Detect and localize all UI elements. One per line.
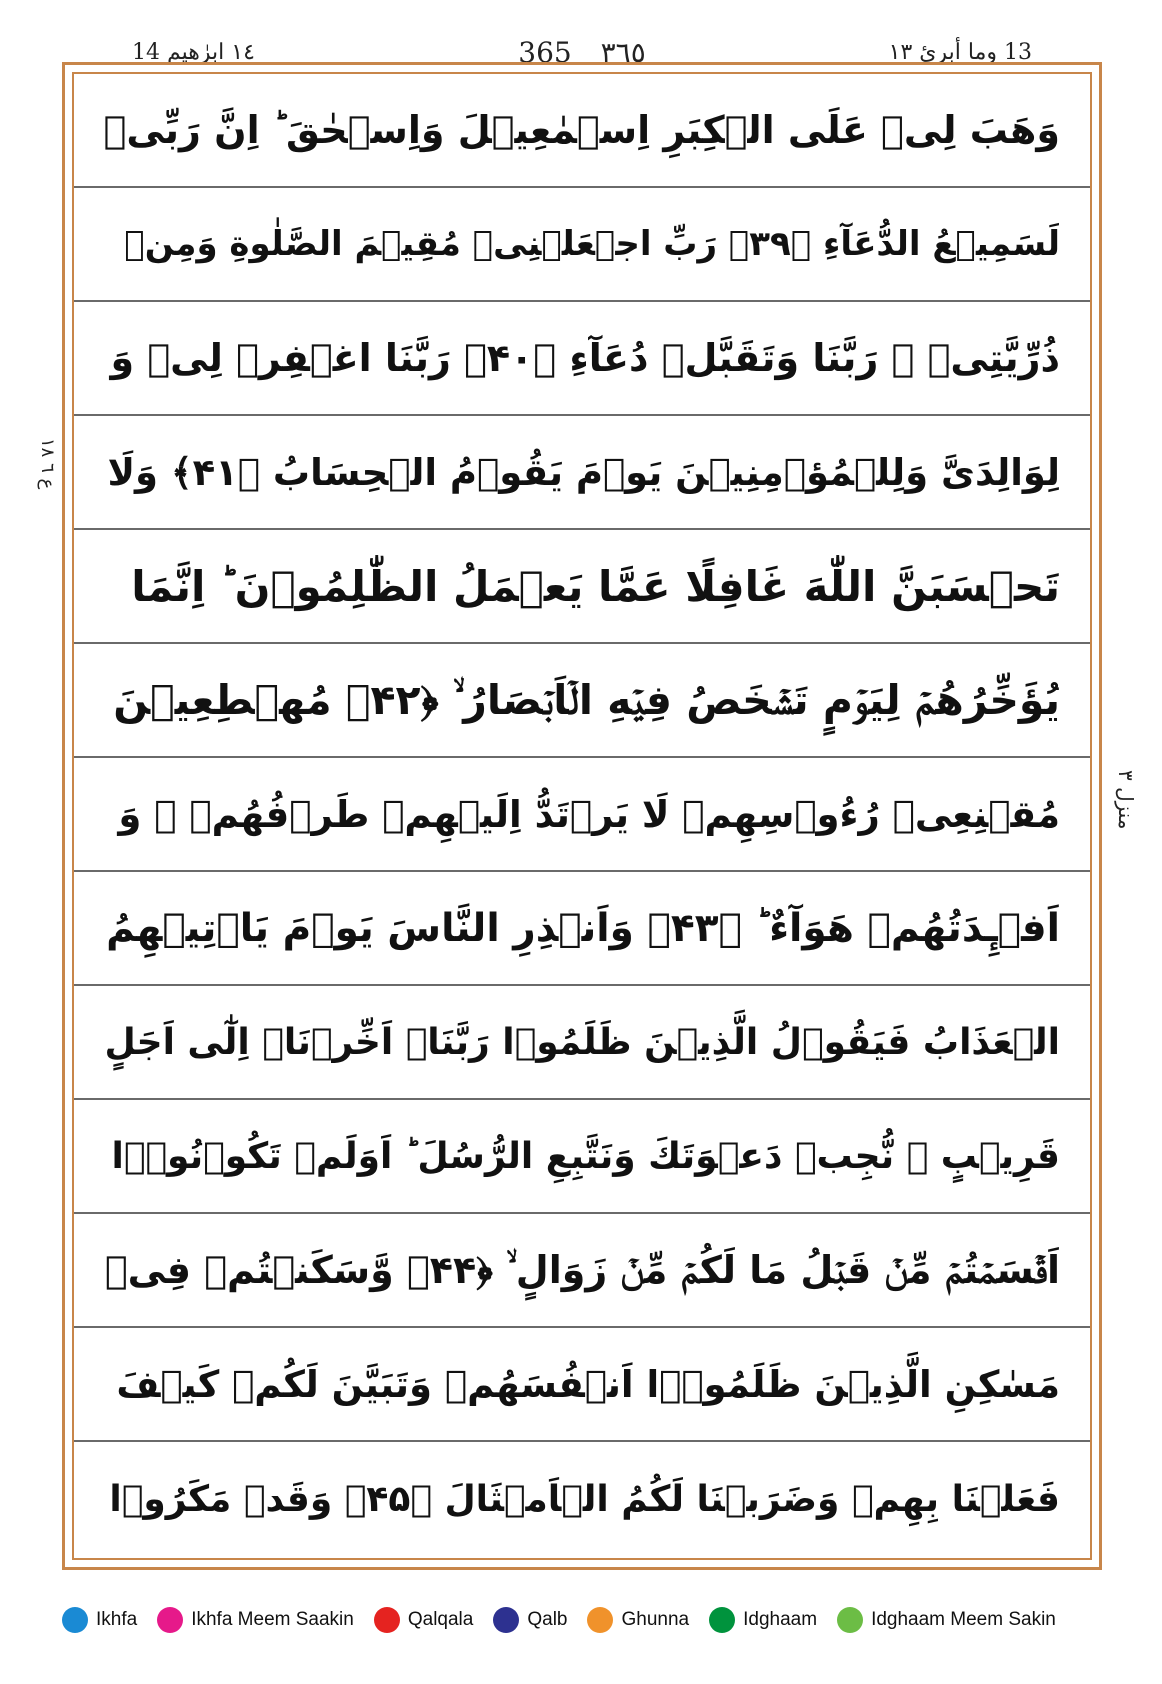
legend-color-dot xyxy=(62,1607,88,1633)
page-number-arabic: ٣٦٥ xyxy=(600,36,646,69)
legend-color-dot xyxy=(493,1607,519,1633)
header-juz-name: 13 وما أبرئ ١٣ xyxy=(888,40,1032,65)
legend-color-dot xyxy=(709,1607,735,1633)
ayah-text: لَسَمِيۡعُ الدُّعَآءِ ﴿۳۹﴾ رَبِّ اجۡعَلۡنِىۡ مُقِيۡمَ الصَّلٰوةِ وَمِنۡ xyxy=(124,224,1060,264)
text-line xyxy=(74,416,1090,530)
legend-item xyxy=(837,1607,1056,1633)
legend-label: Ikhfa xyxy=(96,1609,138,1630)
legend-item xyxy=(709,1607,817,1633)
ayah-text: وَهَبَ لِىۡ عَلَى الۡكِبَرِ اِسۡمٰعِيۡلَ وَاِسۡحٰقَ ؕ اِنَّ رَبِّىۡ xyxy=(103,108,1060,152)
legend-label: Ikhfa Meem Saakin xyxy=(191,1609,354,1630)
legend-color-dot xyxy=(587,1607,613,1633)
text-line xyxy=(74,1214,1090,1328)
legend-label: Idghaam Meem Sakin xyxy=(871,1609,1056,1630)
ayah-text: تَحۡسَبَنَّ اللّٰهَ غَافِلًا عَمَّا يَعۡمَلُ الظّٰلِمُوۡنَ ؕ اِنَّمَا xyxy=(131,561,1060,611)
manzil-marker: منزل ٣ xyxy=(1114,770,1138,830)
legend-item xyxy=(587,1607,689,1633)
text-line xyxy=(74,644,1090,758)
text-line xyxy=(74,1328,1090,1442)
ayah-text: اَقۡسَمۡتُمۡ مِّنۡ قَبۡلُ مَا لَكُمۡ مِّنۡ زَوَالٍ ۙ ﴿۴۴﴾ وَّسَكَنۡتُمۡ فِىۡ xyxy=(104,1247,1060,1292)
legend-item xyxy=(374,1607,474,1633)
legend-label: Qalb xyxy=(527,1609,568,1630)
ayah-text: فَعَلۡنَا بِهِمۡ وَضَرَبۡنَا لَكُمُ الۡاَمۡثَالَ ﴿۴۵﴾ وَقَدۡ مَكَرُوۡا xyxy=(109,1478,1060,1520)
ayah-text: مَسٰكِنِ الَّذِيۡنَ ظَلَمُوۡۤا اَنۡفُسَهُمۡ وَتَبَيَّنَ لَكُمۡ كَيۡفَ xyxy=(116,1362,1060,1406)
text-line xyxy=(74,1100,1090,1214)
legend-label: Ghunna xyxy=(621,1609,690,1630)
header-surah-name: ١٤ ابرٰهيم 14 xyxy=(132,40,255,65)
ruku-marker: ع ٦ ١٨ xyxy=(37,438,58,490)
text-line xyxy=(74,986,1090,1100)
text-line xyxy=(74,872,1090,986)
legend-color-dot xyxy=(374,1607,400,1633)
text-line xyxy=(74,74,1090,188)
legend-color-dot xyxy=(837,1607,863,1633)
legend-label: Idghaam xyxy=(743,1609,818,1630)
legend-item xyxy=(493,1607,567,1633)
legend-label: Qalqala xyxy=(407,1609,474,1630)
ayah-text: لِوَالِدَىَّ وَلِلۡمُؤۡمِنِيۡنَ يَوۡمَ يَقُوۡمُ الۡحِسَابُ ﴿۴۱﴾ وَلَا xyxy=(107,450,1060,494)
ayah-text: قَرِيۡبٍ ۙ نُّجِبۡ دَعۡوَتَكَ وَنَتَّبِعِ الرُّسُلَ ؕ اَوَلَمۡ تَكُوۡنُوۡۤا xyxy=(111,1135,1060,1177)
ayah-text: ذُرِّيَّتِىۡ ۖ رَبَّنَا وَتَقَبَّلۡ دُعَآءِ ﴿۴۰﴾ رَبَّنَا اغۡفِرۡ لِىۡ وَ xyxy=(110,336,1060,380)
quran-text-area xyxy=(74,74,1090,1558)
ayah-text: اَفۡـِٕدَتُهُمۡ هَوَآءٌ ؕ ﴿۴۳﴾ وَاَنۡذِرِ النَّاسَ يَوۡمَ يَاۡتِيۡهِمُ xyxy=(106,905,1060,951)
ayah-text: مُقۡنِعِىۡ رُءُوۡسِهِمۡ لَا يَرۡتَدُّ اِلَيۡهِمۡ طَرۡفُهُمۡ ۚ وَ xyxy=(118,792,1060,836)
text-line xyxy=(74,530,1090,644)
text-line xyxy=(74,1442,1090,1556)
text-line xyxy=(74,302,1090,416)
ayah-text: الۡعَذَابُ فَيَقُوۡلُ الَّذِيۡنَ ظَلَمُوۡا رَبَّنَاۤ اَخِّرۡنَاۤ اِلٰٓى اَجَلٍ xyxy=(104,1021,1060,1063)
text-line xyxy=(74,758,1090,872)
tajweed-legend xyxy=(62,1600,1122,1640)
text-line xyxy=(74,188,1090,302)
legend-item xyxy=(157,1607,354,1633)
legend-item xyxy=(62,1607,137,1633)
page-number-latin: 365 xyxy=(518,36,572,69)
legend-color-dot xyxy=(157,1607,183,1633)
ayah-text: يُؤَخِّرُهُمۡ لِيَوۡمٍ تَشۡخَصُ فِيۡهِ الۡاَبۡصَارُ ۙ ﴿۴۲﴾ مُهۡطِعِيۡنَ xyxy=(113,675,1060,724)
